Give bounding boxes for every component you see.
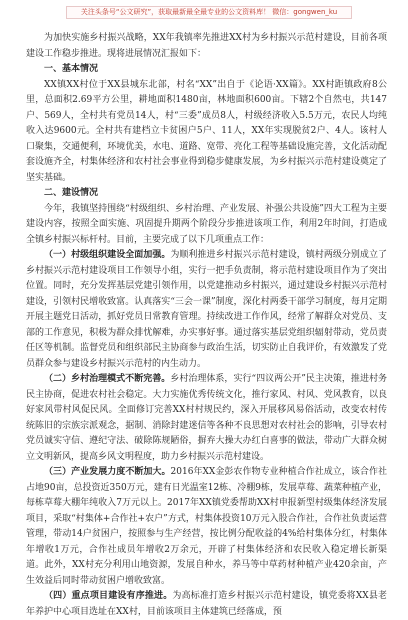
body-paragraph bbox=[26, 31, 387, 62]
paragraph-text: 为加快实施乡村振兴战略，XX年我镇率先推进XX村为乡村振兴示范村建设，目前各项建设工作稳步推进。现将进展情况汇报如下： bbox=[26, 33, 387, 59]
paragraph-lead: （四）重点项目建设有序推进。 bbox=[44, 591, 173, 601]
section-heading bbox=[26, 186, 387, 202]
document-body bbox=[26, 31, 387, 617]
paragraph-text: 乡村治理体系，实行“四议两公开”民主决策，推进村务民主协商，促进农村社会稳定。大力实施优秀传统文化，推行家风、村风、党风教育，以良好家风带村风促民风。全面修订完善XX村村规民约，深入开展移风易俗活动，改变农村传统陈旧的宗族宗派观念，据制、消除封建迷信等各种不良思想对农村社会的影响，引导农村党员诚实守信、遵纪守法、破除陈规陋俗，摒弃大操大办红白喜事的做法，带动广大群众树立文明新风，提高乡风文明程度，助力乡村振兴示范村建设。 bbox=[26, 374, 387, 462]
paragraph-text: 一、基本情况 bbox=[44, 64, 99, 74]
paragraph-text: 为高标准打造乡村振兴示范村建设，镇党委将XX县老年养护中心项目选址在XX村，目前该项目主体建筑已经落成，预 bbox=[26, 591, 387, 617]
paragraph-text: XX镇XX村位于XX县城东北部，村名“XX”出自于《论语·XX篇》。XX村距镇政府8公里，总面积2.69平方公里，耕地面积1480亩，林地面积600亩。下辖2个自然屯，共147户、569人，全村共有党员14人，村“三委”成员8人，村级经济收入5.5万元，农民人均纯收入达9600元。全村共有建档立卡贫困户5户、11人，XX年实现脱贫2户、4人。该村人口聚集，交通便利，环境优美，水电、道路、宽带、亮化工程等基础设施完善，文化活动配套设施齐全，村集体经济和农村社会事业得到稳步健康发展，为乡村振兴示范村建设奠定了坚实基础。 bbox=[26, 79, 387, 183]
body-paragraph bbox=[26, 202, 387, 249]
paragraph-lead: （一）村级组织建设全面加强。 bbox=[44, 250, 171, 260]
paragraph-text: 今年，我镇坚持围绕“村级组织、乡村治理、产业发展、补强公共设施”四大工程为主要建设内容，按照全面实施、巩固提升期两个阶段分步推进该项工作，利用2年时间，打造成全镇乡村振兴标杆村。目前，主要完成了以下几项重点工作： bbox=[26, 203, 387, 245]
paragraph-text: 为顺利推进乡村振兴示范村建设，镇村两级分别成立了乡村振兴示范村建设项目工作领导小组，实行一把手负责制，将示范村建设项目作为了突出位置。同时，充分发挥基层党建引领作用，以党建推动乡村振兴，通过建设乡村振兴示范村建设，引领村民增收致富。认真落实“三会一课”制度，深化村两委干部学习制度，每月定期开展主题党日活动，抓好党员日常教育管理。持续改进工作作风，经常了解群众对党员、支部的工作意见，积极为群众排忧解难，办实事好事。通过落实基层党组织辐射带动，党员责任区等机制。监督党员和组织部民主协商参与政治生活，切实防止自我评价，有效激发了党员群众参与建设乡村振兴示范村的内生动力。 bbox=[26, 250, 387, 369]
body-paragraph bbox=[26, 465, 387, 589]
section-heading bbox=[26, 62, 387, 78]
body-paragraph bbox=[26, 589, 387, 620]
body-paragraph bbox=[26, 248, 387, 372]
promo-banner[interactable]: 关注头条号“公文研究”，获取最新最全最专业的公文资料库！ 微信：gongwen_ku bbox=[66, 6, 352, 19]
paragraph-lead: （二）乡村治理模式不断完善。 bbox=[44, 374, 171, 384]
paragraph-text: 2016年XX金彭农作物专业种植合作社成立，该合作社占地90亩，总投资近350万元，建有日光温室12栋、冷棚9栋，发展草莓、蔬菜种植产业，每栋草莓大棚年纯收入7万元以上。2017年XX镇党委帮助XX村申报新型村级集体经济发展项目，采取“村集体+合作社+农户”方式，村集体投资10万元入股合作社，合作社负责运营管理，带动14户贫困户，按照参与生产经营，按比例分配收益的4%给村集体分红，村集体年增收1万元，合作社成员年增收2万余元，开辟了村集体经济和农民收入稳定增长新渠道。此外，XX村充分利用山地资源，发展自种水，养马等中草药材种植产业420余亩，产生效益后同时带动贫困户增收致富。 bbox=[26, 467, 387, 586]
paragraph-lead: （三）产业发展力度不断加大。 bbox=[44, 467, 171, 477]
body-paragraph bbox=[26, 372, 387, 465]
paragraph-text: 二、建设情况 bbox=[44, 188, 99, 198]
body-paragraph bbox=[26, 78, 387, 187]
